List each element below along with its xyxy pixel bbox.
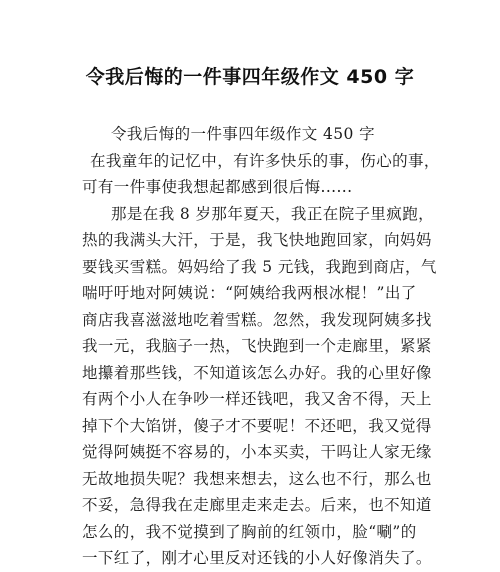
- text-line: 要钱买雪糕。妈妈给了我 5 元钱，我跑到商店，气: [82, 257, 437, 276]
- text-line: 令我后悔的一件事四年级作文 450 字: [111, 125, 376, 143]
- text-line: 那是在我 8 岁那年夏天，我正在院子里疯跑，: [111, 204, 435, 223]
- text-line: 喘吁吁地对阿姨说：“阿姨给我两根冰棍！”出了: [82, 284, 417, 302]
- article-body: [82, 121, 440, 572]
- text-line: 一下红了，刚才心里反对还钱的小人好像消失了。: [82, 549, 432, 567]
- document-title: 令我后悔的一件事四年级作文 450 字: [85, 66, 415, 88]
- text-line: 无故地损失呢？我想来想去，这么也不行，那么也: [82, 469, 432, 488]
- text-line: 在我童年的记忆中，有许多快乐的事，伤心的事，: [90, 151, 440, 170]
- text-line: 地攥着那些钱，不知道该怎么办好。我的心里好像: [82, 363, 432, 382]
- text-line: 不妥，急得我在走廊里走来走去。后来，也不知道: [82, 496, 432, 514]
- text-line: 有两个小人在争吵一样还钱吧，我又舍不得，天上: [82, 390, 432, 408]
- text-line: 商店我喜滋滋地吃着雪糕。忽然，我发现阿姨多找: [82, 310, 432, 329]
- text-line: 我一元，我脑子一热，飞快跑到一个走廊里，紧紧: [82, 337, 432, 355]
- text-line: 觉得阿姨挺不容易的，小本买卖，干吗让人家无缘: [82, 443, 432, 461]
- text-line: 热的我满头大汗，于是，我飞快地跑回家，向妈妈: [82, 231, 432, 249]
- text-line: 可有一件事使我想起都感到很后悔......: [82, 178, 353, 196]
- text-line: 掉下个大馅饼，傻子才不要呢！不还吧，我又觉得: [82, 416, 432, 435]
- text-line: 怎么的，我不觉摸到了胸前的红领巾，脸“唰”的: [82, 522, 417, 541]
